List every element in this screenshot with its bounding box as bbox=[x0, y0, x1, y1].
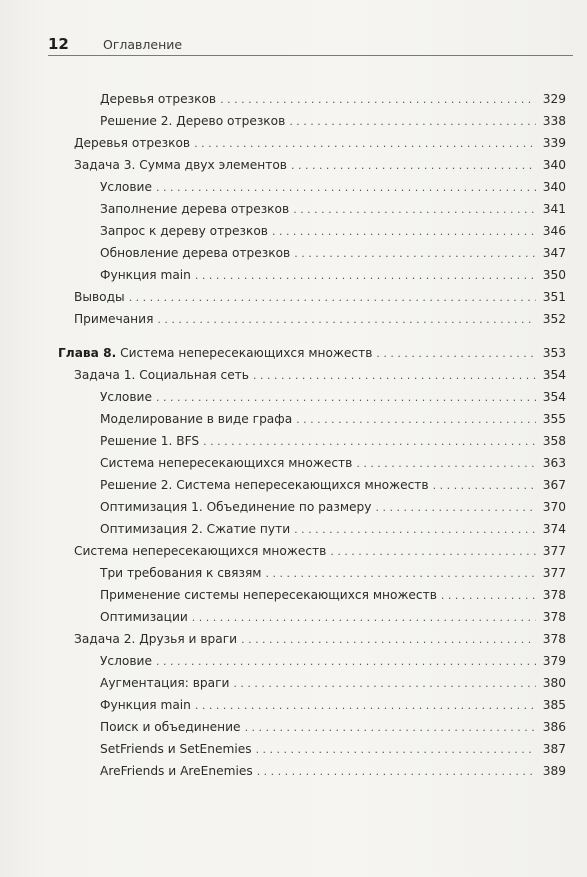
toc-entry-title bbox=[58, 342, 372, 364]
toc-entry-text: Функция main bbox=[100, 698, 191, 712]
toc-page-number: 379 bbox=[542, 654, 566, 668]
toc-page-number: 351 bbox=[542, 290, 566, 304]
toc-entry bbox=[100, 606, 566, 628]
toc-entry-title bbox=[100, 562, 261, 584]
toc-page-number: 386 bbox=[542, 720, 566, 734]
toc-entry-title bbox=[100, 496, 372, 518]
toc-entry bbox=[74, 308, 566, 330]
toc-entry bbox=[100, 474, 566, 496]
toc-entry-title bbox=[100, 474, 429, 496]
toc-entry-title bbox=[100, 264, 191, 286]
toc-page-number: 354 bbox=[542, 390, 566, 404]
toc-entry bbox=[100, 408, 566, 430]
toc-entry bbox=[100, 672, 566, 694]
toc-page-number: 353 bbox=[542, 346, 566, 360]
toc-entry-title bbox=[100, 672, 229, 694]
toc-entry-title bbox=[100, 518, 290, 540]
toc-entry-title bbox=[74, 132, 190, 154]
toc-entry bbox=[100, 716, 566, 738]
toc-entry-text: Моделирование в виде графа bbox=[100, 412, 293, 426]
page-number: 12 bbox=[48, 35, 69, 53]
dot-leader bbox=[245, 717, 536, 739]
toc-entry-title bbox=[100, 716, 241, 738]
toc-entry-text: Оптимизация 2. Сжатие пути bbox=[100, 522, 291, 536]
toc-entry-title bbox=[74, 540, 326, 562]
toc-entry-text: Условие bbox=[100, 654, 152, 668]
toc-entry-text: Условие bbox=[100, 390, 152, 404]
toc-page-number: 370 bbox=[542, 500, 566, 514]
toc-entry bbox=[100, 694, 566, 716]
dot-leader bbox=[253, 365, 536, 387]
toc-entry-title bbox=[100, 606, 188, 628]
dot-leader bbox=[294, 519, 536, 541]
toc-entry-title bbox=[100, 760, 253, 782]
toc-entry-title bbox=[100, 198, 289, 220]
toc-entry-text: Условие bbox=[100, 180, 152, 194]
dot-leader bbox=[156, 651, 536, 673]
toc-entry-text: Заполнение дерева отрезков bbox=[100, 202, 290, 216]
toc-entry-title bbox=[100, 694, 191, 716]
dot-leader bbox=[233, 673, 536, 695]
running-title: Оглавление bbox=[103, 37, 183, 52]
toc-entry-text: Задача 3. Сумма двух элементов bbox=[74, 158, 287, 172]
toc-page-number: 377 bbox=[542, 544, 566, 558]
toc-entry-text: Выводы bbox=[74, 290, 125, 304]
toc-entry bbox=[100, 242, 566, 264]
chapter-prefix: Глава 8. bbox=[58, 346, 117, 360]
toc-entry bbox=[100, 562, 566, 584]
toc-entry bbox=[100, 110, 566, 132]
toc-entry-title bbox=[100, 738, 252, 760]
dot-leader bbox=[156, 177, 536, 199]
toc-entry-title bbox=[100, 386, 152, 408]
toc-entry bbox=[74, 132, 566, 154]
toc-page-number: 338 bbox=[542, 114, 566, 128]
toc-page-number: 341 bbox=[542, 202, 566, 216]
toc-entry-title bbox=[74, 364, 249, 386]
toc-entry-title bbox=[100, 176, 152, 198]
toc-page-number: 339 bbox=[542, 136, 566, 150]
toc-entry-title bbox=[100, 430, 199, 452]
toc-entry bbox=[100, 584, 566, 606]
toc-entry-text: Аугментация: враги bbox=[100, 676, 230, 690]
toc-page-number: 346 bbox=[542, 224, 566, 238]
page-header bbox=[48, 33, 573, 56]
toc-page-number: 367 bbox=[542, 478, 566, 492]
toc-entry-title bbox=[100, 242, 290, 264]
toc-entry bbox=[100, 430, 566, 452]
toc-entry bbox=[100, 88, 566, 110]
toc-entry-text: Поиск и объединение bbox=[100, 720, 241, 734]
dot-leader bbox=[203, 431, 536, 453]
toc-entry-title bbox=[74, 308, 153, 330]
dot-leader bbox=[129, 287, 536, 309]
toc-page-number: 387 bbox=[542, 742, 566, 756]
dot-leader bbox=[192, 607, 536, 629]
toc-entry-title bbox=[100, 584, 437, 606]
toc-page-number: 378 bbox=[542, 588, 566, 602]
toc-entry-text: Деревья отрезков bbox=[100, 92, 217, 106]
toc-entry-text: Решение 1. BFS bbox=[100, 434, 200, 448]
toc-entry-title bbox=[100, 220, 268, 242]
dot-leader bbox=[294, 243, 536, 265]
toc-entry-title bbox=[100, 650, 152, 672]
toc-entry-text: Обновление дерева отрезков bbox=[100, 246, 291, 260]
toc-entry-title bbox=[100, 452, 352, 474]
dot-leader bbox=[376, 497, 537, 519]
toc-entry-text: Задача 2. Друзья и враги bbox=[74, 632, 238, 646]
dot-leader bbox=[195, 695, 536, 717]
toc-entry-text: Решение 2. Дерево отрезков bbox=[100, 114, 286, 128]
toc-entry-text: Система непересекающихся множеств bbox=[120, 346, 373, 360]
toc-page-number: 385 bbox=[542, 698, 566, 712]
toc-entry bbox=[100, 176, 566, 198]
dot-leader bbox=[256, 739, 536, 761]
toc-page-number: 358 bbox=[542, 434, 566, 448]
toc-entry-text: Решение 2. Система непересекающихся множеств bbox=[100, 478, 429, 492]
toc-entry bbox=[74, 286, 566, 308]
dot-leader bbox=[195, 265, 536, 287]
toc-page-number: 378 bbox=[542, 632, 566, 646]
toc-entry-title bbox=[74, 286, 125, 308]
toc-entry bbox=[74, 154, 566, 176]
toc-entry-text: Три требования к связям bbox=[100, 566, 262, 580]
toc-entry bbox=[100, 738, 566, 760]
toc-entry-text: Оптимизация 1. Объединение по размеру bbox=[100, 500, 372, 514]
toc-page-number: 354 bbox=[542, 368, 566, 382]
toc-entry-title bbox=[100, 408, 292, 430]
toc-entry-title bbox=[100, 88, 216, 110]
toc-page-number: 389 bbox=[542, 764, 566, 778]
toc-page-number: 340 bbox=[542, 180, 566, 194]
toc-page-number: 350 bbox=[542, 268, 566, 282]
toc-entry-text: Функция main bbox=[100, 268, 191, 282]
toc-page-number: 352 bbox=[542, 312, 566, 326]
toc-entry bbox=[74, 540, 566, 562]
toc-entry-text: Примечания bbox=[74, 312, 154, 326]
toc-page-number: 355 bbox=[542, 412, 566, 426]
dot-leader bbox=[291, 155, 536, 177]
toc-entry-text: SetFriends и SetEnemies bbox=[100, 742, 252, 756]
toc-entry-title bbox=[74, 628, 237, 650]
toc-page-number: 340 bbox=[542, 158, 566, 172]
toc-entry bbox=[100, 198, 566, 220]
toc-page-number: 378 bbox=[542, 610, 566, 624]
toc-page-number: 363 bbox=[542, 456, 566, 470]
toc-entry bbox=[74, 628, 566, 650]
toc-page-number: 347 bbox=[542, 246, 566, 260]
toc-entry-text: Оптимизации bbox=[100, 610, 188, 624]
dot-leader bbox=[293, 199, 536, 221]
toc-entry-text: AreFriends и AreEnemies bbox=[100, 764, 253, 778]
toc-entry bbox=[100, 518, 566, 540]
toc-entry bbox=[58, 342, 566, 364]
dot-leader bbox=[265, 563, 536, 585]
toc-page-number: 374 bbox=[542, 522, 566, 536]
toc-entry-title bbox=[74, 154, 287, 176]
toc-entry bbox=[100, 386, 566, 408]
dot-leader bbox=[433, 475, 536, 497]
toc-page-number: 380 bbox=[542, 676, 566, 690]
toc-entry bbox=[100, 452, 566, 474]
dot-leader bbox=[257, 761, 536, 783]
toc-entry-text: Применение системы непересекающихся множеств bbox=[100, 588, 437, 602]
toc-entry bbox=[100, 220, 566, 242]
dot-leader bbox=[194, 133, 536, 155]
toc-entry bbox=[100, 496, 566, 518]
toc-entry-text: Деревья отрезков bbox=[74, 136, 191, 150]
toc-entry bbox=[100, 264, 566, 286]
toc-entry bbox=[100, 650, 566, 672]
toc-entry bbox=[100, 760, 566, 782]
dot-leader bbox=[241, 629, 536, 651]
toc-entry-text: Задача 1. Социальная сеть bbox=[74, 368, 249, 382]
dot-leader bbox=[296, 409, 536, 431]
dot-leader bbox=[289, 111, 536, 133]
toc-page-number: 329 bbox=[542, 92, 566, 106]
dot-leader bbox=[157, 309, 536, 331]
dot-leader bbox=[330, 541, 536, 563]
dot-leader bbox=[356, 453, 536, 475]
dot-leader bbox=[441, 585, 536, 607]
dot-leader bbox=[220, 89, 536, 111]
toc-entry-title bbox=[100, 110, 285, 132]
toc-entry bbox=[74, 364, 566, 386]
dot-leader bbox=[376, 343, 536, 365]
toc-entry-text: Запрос к дереву отрезков bbox=[100, 224, 268, 238]
toc-entry-text: Система непересекающихся множеств bbox=[74, 544, 327, 558]
dot-leader bbox=[156, 387, 536, 409]
toc-page-number: 377 bbox=[542, 566, 566, 580]
dot-leader bbox=[272, 221, 536, 243]
toc-entry-text: Система непересекающихся множеств bbox=[100, 456, 353, 470]
